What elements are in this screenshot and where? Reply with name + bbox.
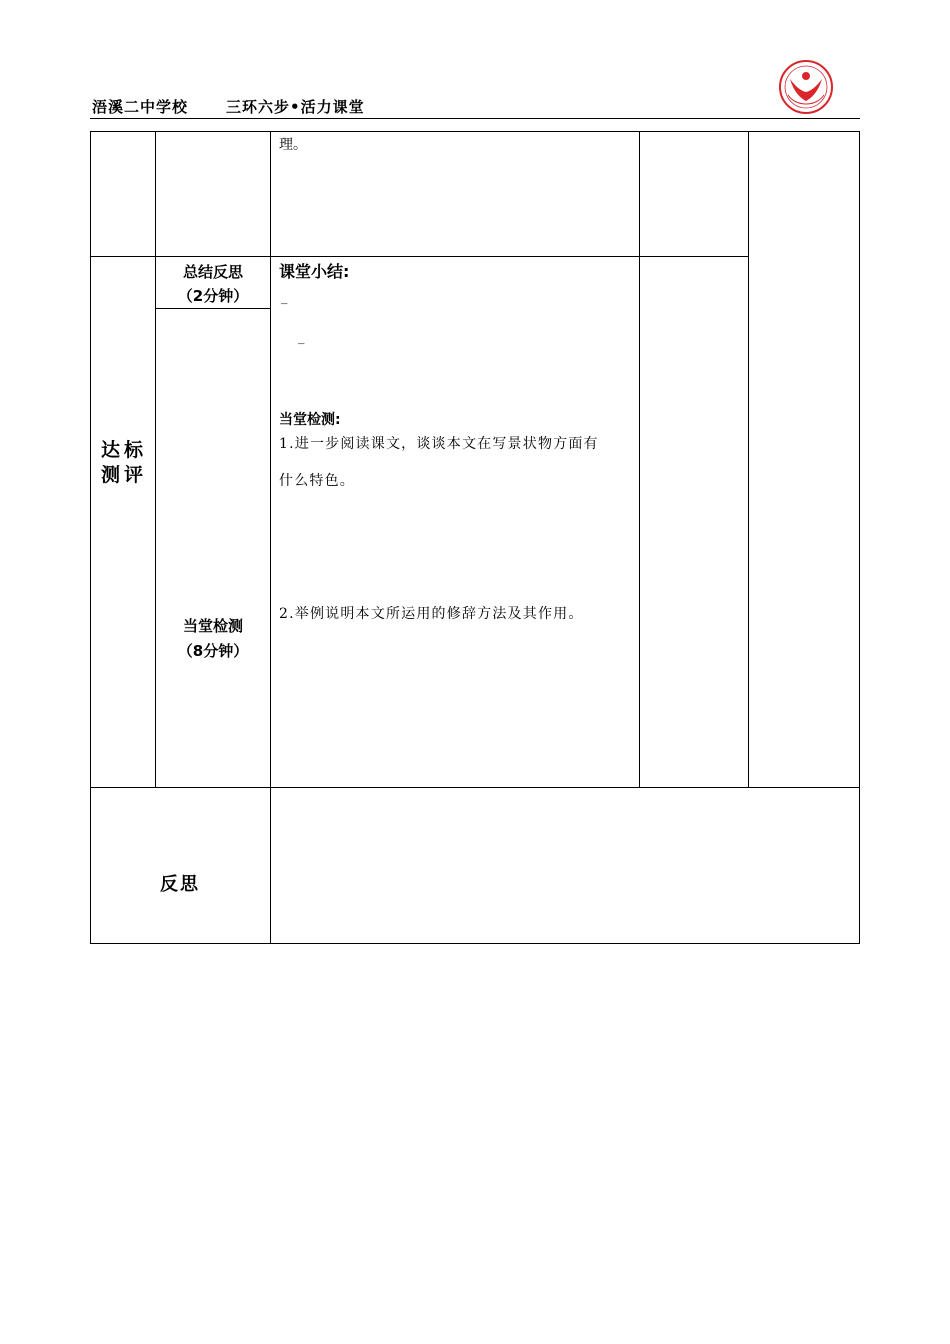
table-left-border — [90, 131, 91, 944]
question-1-line-1: 1.进一步阅读课文，谈谈本文在写景状物方面有 — [279, 436, 599, 452]
summary-step-name: 总结反思 — [182, 263, 243, 281]
section-label — [92, 438, 156, 488]
question-1-line-2: 什么特色。 — [279, 473, 355, 489]
test-step-time: （8分钟） — [177, 642, 249, 660]
header-rule — [90, 118, 860, 119]
summary-step-time: （2分钟） — [177, 287, 249, 305]
school-name: 浯溪二中学校 — [92, 98, 189, 116]
reflection-label: 反思 — [160, 874, 200, 895]
row-divider-1 — [90, 256, 749, 257]
col-divider-3 — [639, 131, 640, 787]
table-bottom-border — [90, 943, 860, 944]
continued-text: 理。 — [279, 137, 307, 153]
test-step-label — [156, 614, 270, 664]
summary-blank-1: _ — [281, 290, 288, 305]
test-title: 当堂检测: — [279, 412, 341, 428]
test-step-name: 当堂检测 — [182, 617, 243, 635]
summary-title: 课堂小结: — [279, 262, 350, 281]
table-top-border — [90, 131, 860, 132]
header-slogan: 三环六步•活力课堂 — [226, 98, 365, 116]
col-divider-4 — [748, 131, 749, 787]
section-label-line2: 测评 — [100, 464, 147, 486]
summary-step-label — [156, 260, 270, 308]
question-2: 2.举例说明本文所运用的修辞方法及其作用。 — [279, 606, 584, 622]
summary-blank-2: _ — [298, 330, 305, 345]
section-label-line1: 达标 — [100, 439, 147, 461]
table-right-border — [859, 131, 860, 944]
summary-divider — [155, 308, 270, 309]
school-logo-icon — [778, 59, 834, 115]
reflection-area[interactable] — [271, 788, 859, 943]
